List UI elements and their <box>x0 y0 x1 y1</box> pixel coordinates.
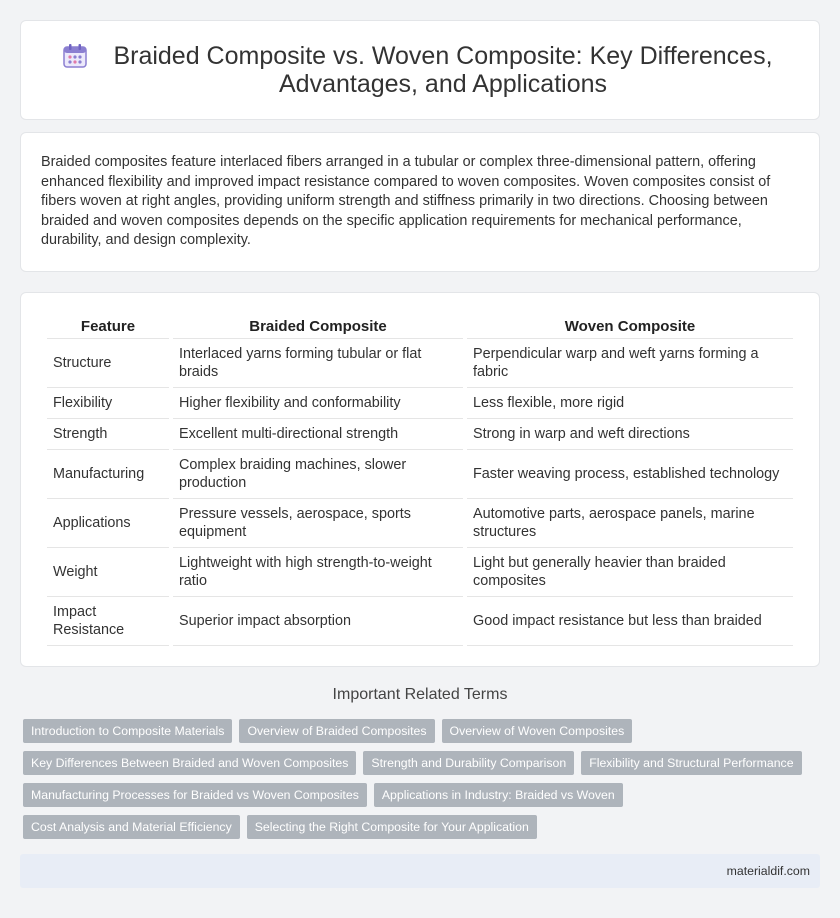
table-row <box>47 548 793 597</box>
column-header-braided: Braided Composite <box>173 313 463 339</box>
related-term-tag[interactable]: Introduction to Composite Materials <box>23 719 232 743</box>
related-term-tag[interactable]: Overview of Woven Composites <box>442 719 633 743</box>
related-term-tag[interactable]: Flexibility and Structural Performance <box>581 751 801 775</box>
table-cell-braided: Lightweight with high strength-to-weight ratio <box>173 548 463 597</box>
intro-card <box>20 132 820 272</box>
table-cell-feature: Strength <box>47 419 169 450</box>
table-cell-feature: Weight <box>47 548 169 597</box>
table-row <box>47 499 793 548</box>
table-cell-woven: Light but generally heavier than braided composites <box>467 548 793 597</box>
table-cell-woven: Good impact resistance but less than braided <box>467 597 793 646</box>
header-card <box>20 20 820 120</box>
footer-bar <box>20 854 820 888</box>
related-term-tag[interactable]: Manufacturing Processes for Braided vs Woven Composites <box>23 783 367 807</box>
table-cell-woven: Automotive parts, aerospace panels, marine structures <box>467 499 793 548</box>
column-header-woven: Woven Composite <box>467 313 793 339</box>
table-row <box>47 450 793 499</box>
table-cell-braided: Superior impact absorption <box>173 597 463 646</box>
table-cell-feature: Structure <box>47 339 169 388</box>
table-cell-braided: Pressure vessels, aerospace, sports equipment <box>173 499 463 548</box>
table-cell-feature: Applications <box>47 499 169 548</box>
table-cell-woven: Faster weaving process, established technology <box>467 450 793 499</box>
related-terms-tags <box>23 719 823 847</box>
comparison-table <box>43 313 797 646</box>
table-header-row <box>47 313 793 339</box>
table-cell-feature: Impact Resistance <box>47 597 169 646</box>
comparison-table-card <box>20 292 820 667</box>
related-term-tag[interactable]: Selecting the Right Composite for Your Application <box>247 815 537 839</box>
table-cell-braided: Higher flexibility and conformability <box>173 388 463 419</box>
related-term-tag[interactable]: Overview of Braided Composites <box>239 719 434 743</box>
table-cell-braided: Excellent multi-directional strength <box>173 419 463 450</box>
table-row <box>47 419 793 450</box>
table-cell-woven: Perpendicular warp and weft yarns forming a fabric <box>467 339 793 388</box>
related-term-tag[interactable]: Applications in Industry: Braided vs Woven <box>374 783 623 807</box>
table-row <box>47 388 793 419</box>
page-title: Braided Composite vs. Woven Composite: Key Differences, Advantages, and Applications <box>113 42 773 98</box>
related-terms-title: Important Related Terms <box>332 686 508 703</box>
table-cell-woven: Strong in warp and weft directions <box>467 419 793 450</box>
table-cell-feature: Flexibility <box>47 388 169 419</box>
intro-paragraph: Braided composites feature interlaced fibers arranged in a tubular or complex three-dimensional pattern, offering enhanced flexibility and improved impact resistance compared to woven composites. Woven composites consist of fibers woven at right angles, providing uniform strength and stiffness primarily in two directions. Choosing between braided and woven composites depends on the specific application requirements for mechanical performance, durability, and design complexity. <box>41 154 771 249</box>
table-row <box>47 597 793 646</box>
table-cell-braided: Interlaced yarns forming tubular or flat braids <box>173 339 463 388</box>
footer-site-name: materialdif.com <box>726 864 810 878</box>
related-term-tag[interactable]: Strength and Durability Comparison <box>363 751 574 775</box>
table-row <box>47 339 793 388</box>
table-cell-feature: Manufacturing <box>47 450 169 499</box>
related-term-tag[interactable]: Cost Analysis and Material Efficiency <box>23 815 240 839</box>
related-term-tag[interactable]: Key Differences Between Braided and Woven Composites <box>23 751 356 775</box>
calendar-icon <box>61 42 89 70</box>
table-cell-woven: Less flexible, more rigid <box>467 388 793 419</box>
table-cell-braided: Complex braiding machines, slower production <box>173 450 463 499</box>
column-header-feature: Feature <box>47 313 169 339</box>
